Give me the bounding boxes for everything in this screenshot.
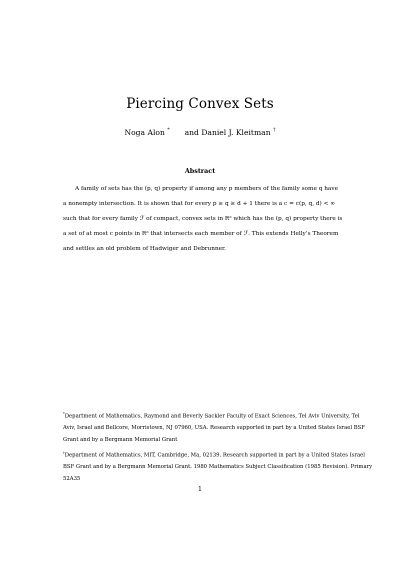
footnote-line: 52A35 [63,475,81,482]
footnote-mark: * [63,412,65,416]
author-footnote-mark: † [273,127,276,133]
author-footnote-mark: * [167,127,170,133]
abstract-line: a nonempty intersection. It is shown that for every p ≥ q ≥ d + 1 there is a c = c(p, q, d) < ∞ [63,201,336,207]
footnote-line [63,448,365,462]
footnote-line [63,409,360,423]
abstract-line: A family of sets has the (p, q) property if among any p members of the family some q have [75,186,338,192]
abstract-line: such that for every family ℱ of compact, convex sets in Rᵈ which has the (p, q) property there is [63,216,343,222]
footnote-mark: † [63,451,65,455]
footnote-line: Grant and by a Bergmann Memorial Grant [63,436,178,443]
abstract-heading: Abstract [184,167,216,175]
footnotes [63,409,373,485]
author-name: and Daniel J. Kleitman [184,128,271,137]
author-line [0,127,400,137]
author-name: Noga Alon [124,128,165,137]
abstract-body [63,182,343,257]
paper-title: Piercing Convex Sets [126,96,274,112]
abstract-line: a set of at most c points in Rᵈ that intersects each member of ℱ. This extends Helly’s Theorem [63,231,339,237]
footnote-text: Department of Mathematics, Raymond and Beverly Sackler Faculty of Exact Sciences, Tel Aviv University, Tel [64,413,360,420]
footnote-text: Department of Mathematics, MIT, Cambridge, Ma, 02139. Research supported in part by a United States Israel [64,452,365,459]
abstract-line: and settles an old problem of Hadwiger and Debrunner. [63,246,226,252]
page-number: 1 [198,486,202,493]
footnote-line: Aviv, Israel and Bellcore, Morristown, NJ 07960, USA. Research supported in part by a United States Israel BSF [63,425,365,431]
footnote-line: BSF Grant and by a Bergmann Memorial Grant. 1980 Mathematics Subject Classification (1985 Revision). Primary [63,464,373,470]
